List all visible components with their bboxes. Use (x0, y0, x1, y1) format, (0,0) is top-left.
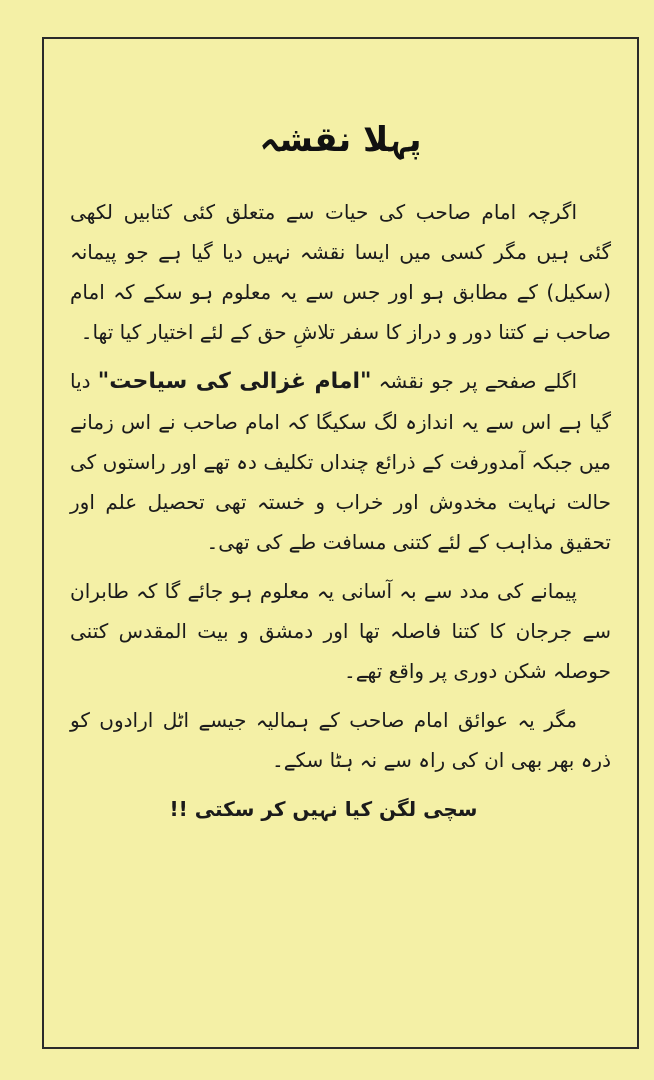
closing-line: سچی لگن کیا نہیں کر سکتی !! (169, 797, 478, 821)
paragraph-2 (70, 361, 611, 562)
paragraph-1: اگرچہ امام صاحب کی حیات سے متعلق کئی کتابیں لکھی گئی ہیں مگر کسی میں ایسا نقشہ نہیں دیا گیا ہے جو پیمانہ (سکیل) کے مطابق ہو اور جس سے یہ معلوم ہو سکے کہ امام صاحب نے کتنا دور و دراز کا سفر تلاشِ حق کے لئے اختیار کیا تھا۔ (70, 200, 611, 344)
article-body (70, 192, 611, 838)
paragraph-2-rest: دیا گیا ہے اس سے یہ اندازہ لگ سکیگا کہ امام صاحب نے اس زمانے میں جبکہ آمدورفت کے ذرائع چنداں تکلیف دہ تھے اور راستوں کی حالت نہایت مخدوش اور خراب و خستہ تھی تحصیل علم اور تحقیق مذاہب کے لئے کتنی مسافت طے کی تھی۔ (70, 369, 612, 554)
paragraph-3: پیمانے کی مدد سے بہ آسانی یہ معلوم ہو جائے گا کہ طابران سے جرجان کا کتنا فاصلہ تھا اور دمشق و بیت المقدس کتنی حوصلہ شکن دوری پر واقع تھے۔ (70, 579, 611, 683)
paragraph-2-intro: اگلے صفحے پر جو نقشہ (378, 369, 578, 393)
page-title: پہلا نقشہ (259, 120, 422, 160)
map-title-quote: "امام غزالی کی سیاحت" (97, 369, 372, 394)
paragraph-4: مگر یہ عوائق امام صاحب کے ہمالیہ جیسے اٹل ارادوں کو ذرہ بھر بھی ان کی راہ سے نہ ہٹا سکے۔ (70, 708, 611, 772)
